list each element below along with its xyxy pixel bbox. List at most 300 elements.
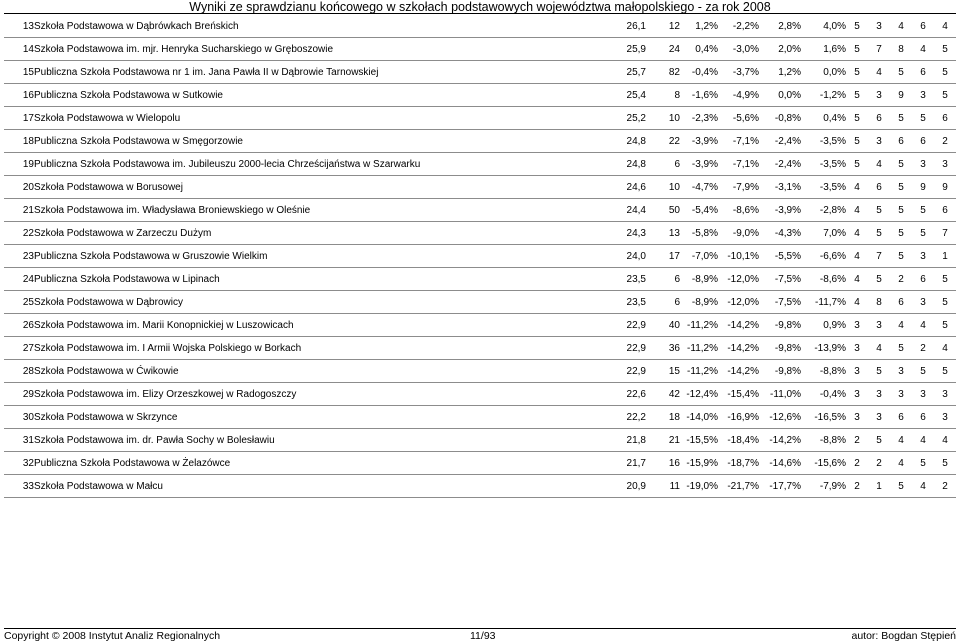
stanine-2-cell: 3	[868, 130, 890, 153]
results-table-body	[4, 15, 956, 498]
diff-3-cell: -7,5%	[759, 268, 801, 291]
stanine-3-cell: 5	[890, 153, 912, 176]
diff-2-cell: -7,1%	[718, 153, 759, 176]
stanine-1-cell: 4	[846, 268, 868, 291]
school-name-cell: Szkoła Podstawowa w Dąbrowicy	[34, 291, 608, 314]
diff-4-cell: -1,2%	[801, 84, 846, 107]
results-table	[4, 15, 956, 498]
score-cell: 24,4	[608, 199, 646, 222]
stanine-4-cell: 9	[912, 176, 934, 199]
stanine-3-cell: 4	[890, 314, 912, 337]
student-count-cell: 6	[646, 291, 680, 314]
diff-4-cell: 7,0%	[801, 222, 846, 245]
stanine-5-cell: 2	[934, 475, 956, 498]
stanine-1-cell: 5	[846, 15, 868, 38]
table-row	[4, 245, 956, 268]
school-name-cell: Szkoła Podstawowa w Skrzynce	[34, 406, 608, 429]
score-cell: 24,0	[608, 245, 646, 268]
stanine-5-cell: 6	[934, 107, 956, 130]
row-number-cell: 29	[4, 383, 34, 406]
school-name-cell: Szkoła Podstawowa w Zarzeczu Dużym	[34, 222, 608, 245]
diff-1-cell: -3,9%	[680, 130, 718, 153]
score-cell: 23,5	[608, 291, 646, 314]
stanine-3-cell: 6	[890, 291, 912, 314]
stanine-2-cell: 8	[868, 291, 890, 314]
diff-3-cell: 2,8%	[759, 15, 801, 38]
stanine-5-cell: 3	[934, 153, 956, 176]
diff-1-cell: -7,0%	[680, 245, 718, 268]
diff-4-cell: -8,8%	[801, 429, 846, 452]
table-row	[4, 268, 956, 291]
page-number: 11/93	[470, 630, 496, 642]
score-cell: 22,9	[608, 360, 646, 383]
diff-3-cell: -0,8%	[759, 107, 801, 130]
stanine-1-cell: 3	[846, 360, 868, 383]
stanine-4-cell: 4	[912, 475, 934, 498]
diff-1-cell: -15,9%	[680, 452, 718, 475]
stanine-3-cell: 8	[890, 38, 912, 61]
diff-4-cell: -11,7%	[801, 291, 846, 314]
table-row	[4, 153, 956, 176]
diff-4-cell: -3,5%	[801, 130, 846, 153]
diff-3-cell: 1,2%	[759, 61, 801, 84]
row-number-cell: 24	[4, 268, 34, 291]
score-cell: 23,5	[608, 268, 646, 291]
row-number-cell: 19	[4, 153, 34, 176]
school-name-cell: Publiczna Szkoła Podstawowa w Smęgorzowie	[34, 130, 608, 153]
stanine-3-cell: 9	[890, 84, 912, 107]
table-row	[4, 291, 956, 314]
score-cell: 20,9	[608, 475, 646, 498]
student-count-cell: 12	[646, 15, 680, 38]
stanine-1-cell: 5	[846, 84, 868, 107]
stanine-2-cell: 7	[868, 38, 890, 61]
diff-3-cell: -9,8%	[759, 360, 801, 383]
stanine-2-cell: 3	[868, 406, 890, 429]
score-cell: 24,8	[608, 130, 646, 153]
student-count-cell: 10	[646, 107, 680, 130]
diff-4-cell: -13,9%	[801, 337, 846, 360]
diff-3-cell: -17,7%	[759, 475, 801, 498]
row-number-cell: 31	[4, 429, 34, 452]
student-count-cell: 11	[646, 475, 680, 498]
stanine-4-cell: 6	[912, 15, 934, 38]
diff-2-cell: -9,0%	[718, 222, 759, 245]
stanine-1-cell: 3	[846, 383, 868, 406]
stanine-3-cell: 4	[890, 452, 912, 475]
table-row	[4, 314, 956, 337]
stanine-4-cell: 6	[912, 406, 934, 429]
diff-4-cell: -8,6%	[801, 268, 846, 291]
diff-3-cell: -2,4%	[759, 153, 801, 176]
stanine-2-cell: 4	[868, 61, 890, 84]
diff-1-cell: -11,2%	[680, 337, 718, 360]
diff-4-cell: -15,6%	[801, 452, 846, 475]
stanine-5-cell: 3	[934, 406, 956, 429]
stanine-5-cell: 5	[934, 291, 956, 314]
diff-1-cell: -12,4%	[680, 383, 718, 406]
header-divider	[4, 13, 956, 14]
diff-2-cell: -18,7%	[718, 452, 759, 475]
stanine-3-cell: 5	[890, 107, 912, 130]
diff-1-cell: 1,2%	[680, 15, 718, 38]
school-name-cell: Szkoła Podstawowa im. Władysława Broniewskiego w Oleśnie	[34, 199, 608, 222]
stanine-4-cell: 4	[912, 38, 934, 61]
diff-1-cell: -15,5%	[680, 429, 718, 452]
student-count-cell: 40	[646, 314, 680, 337]
stanine-3-cell: 6	[890, 406, 912, 429]
stanine-5-cell: 5	[934, 360, 956, 383]
school-name-cell: Szkoła Podstawowa w Wielopolu	[34, 107, 608, 130]
diff-1-cell: 0,4%	[680, 38, 718, 61]
row-number-cell: 25	[4, 291, 34, 314]
diff-2-cell: -2,2%	[718, 15, 759, 38]
stanine-1-cell: 4	[846, 291, 868, 314]
diff-4-cell: 0,0%	[801, 61, 846, 84]
student-count-cell: 16	[646, 452, 680, 475]
stanine-5-cell: 5	[934, 38, 956, 61]
stanine-3-cell: 5	[890, 245, 912, 268]
report-title: Wyniki ze sprawdzianu końcowego w szkołach podstawowych województwa małopolskiego - za rok 2008	[189, 0, 771, 14]
stanine-5-cell: 2	[934, 130, 956, 153]
row-number-cell: 20	[4, 176, 34, 199]
stanine-3-cell: 5	[890, 176, 912, 199]
student-count-cell: 6	[646, 153, 680, 176]
student-count-cell: 6	[646, 268, 680, 291]
diff-2-cell: -8,6%	[718, 199, 759, 222]
diff-1-cell: -8,9%	[680, 291, 718, 314]
table-row	[4, 176, 956, 199]
diff-2-cell: -5,6%	[718, 107, 759, 130]
student-count-cell: 24	[646, 38, 680, 61]
stanine-3-cell: 5	[890, 222, 912, 245]
score-cell: 21,7	[608, 452, 646, 475]
stanine-3-cell: 5	[890, 475, 912, 498]
diff-1-cell: -5,4%	[680, 199, 718, 222]
page-footer	[4, 628, 956, 643]
stanine-3-cell: 2	[890, 268, 912, 291]
stanine-4-cell: 6	[912, 61, 934, 84]
school-name-cell: Szkoła Podstawowa im. dr. Pawła Sochy w Bolesławiu	[34, 429, 608, 452]
stanine-5-cell: 1	[934, 245, 956, 268]
student-count-cell: 13	[646, 222, 680, 245]
diff-4-cell: -0,4%	[801, 383, 846, 406]
school-name-cell: Szkoła Podstawowa w Małcu	[34, 475, 608, 498]
diff-2-cell: -12,0%	[718, 268, 759, 291]
diff-3-cell: -12,6%	[759, 406, 801, 429]
stanine-3-cell: 4	[890, 15, 912, 38]
stanine-1-cell: 2	[846, 452, 868, 475]
student-count-cell: 15	[646, 360, 680, 383]
diff-2-cell: -7,9%	[718, 176, 759, 199]
stanine-4-cell: 5	[912, 107, 934, 130]
diff-1-cell: -4,7%	[680, 176, 718, 199]
table-row	[4, 15, 956, 38]
student-count-cell: 17	[646, 245, 680, 268]
stanine-2-cell: 4	[868, 153, 890, 176]
school-name-cell: Szkoła Podstawowa im. Elizy Orzeszkowej w Radogoszczy	[34, 383, 608, 406]
stanine-2-cell: 7	[868, 245, 890, 268]
table-row	[4, 84, 956, 107]
school-name-cell: Szkoła Podstawowa w Borusowej	[34, 176, 608, 199]
diff-1-cell: -11,2%	[680, 360, 718, 383]
school-name-cell: Publiczna Szkoła Podstawowa w Gruszowie Wielkim	[34, 245, 608, 268]
diff-2-cell: -3,7%	[718, 61, 759, 84]
diff-1-cell: -14,0%	[680, 406, 718, 429]
diff-4-cell: -6,6%	[801, 245, 846, 268]
diff-1-cell: -19,0%	[680, 475, 718, 498]
stanine-5-cell: 4	[934, 15, 956, 38]
diff-2-cell: -16,9%	[718, 406, 759, 429]
stanine-1-cell: 5	[846, 130, 868, 153]
stanine-1-cell: 5	[846, 153, 868, 176]
diff-3-cell: -5,5%	[759, 245, 801, 268]
stanine-4-cell: 5	[912, 222, 934, 245]
score-cell: 25,2	[608, 107, 646, 130]
table-row	[4, 337, 956, 360]
table-row	[4, 61, 956, 84]
stanine-4-cell: 6	[912, 130, 934, 153]
stanine-4-cell: 3	[912, 291, 934, 314]
diff-3-cell: -9,8%	[759, 337, 801, 360]
table-row	[4, 452, 956, 475]
stanine-2-cell: 5	[868, 199, 890, 222]
row-number-cell: 23	[4, 245, 34, 268]
stanine-2-cell: 6	[868, 176, 890, 199]
diff-3-cell: 0,0%	[759, 84, 801, 107]
diff-3-cell: -4,3%	[759, 222, 801, 245]
diff-4-cell: -8,8%	[801, 360, 846, 383]
stanine-1-cell: 5	[846, 61, 868, 84]
row-number-cell: 32	[4, 452, 34, 475]
student-count-cell: 8	[646, 84, 680, 107]
stanine-2-cell: 1	[868, 475, 890, 498]
stanine-4-cell: 3	[912, 383, 934, 406]
row-number-cell: 17	[4, 107, 34, 130]
score-cell: 26,1	[608, 15, 646, 38]
stanine-4-cell: 3	[912, 153, 934, 176]
stanine-2-cell: 5	[868, 360, 890, 383]
stanine-1-cell: 3	[846, 337, 868, 360]
school-name-cell: Publiczna Szkoła Podstawowa nr 1 im. Jana Pawła II w Dąbrowie Tarnowskiej	[34, 61, 608, 84]
stanine-5-cell: 5	[934, 84, 956, 107]
student-count-cell: 82	[646, 61, 680, 84]
diff-1-cell: -3,9%	[680, 153, 718, 176]
stanine-5-cell: 9	[934, 176, 956, 199]
stanine-4-cell: 6	[912, 268, 934, 291]
table-row	[4, 406, 956, 429]
table-row	[4, 360, 956, 383]
student-count-cell: 18	[646, 406, 680, 429]
diff-3-cell: -9,8%	[759, 314, 801, 337]
diff-4-cell: 1,6%	[801, 38, 846, 61]
table-row	[4, 199, 956, 222]
score-cell: 22,9	[608, 337, 646, 360]
stanine-5-cell: 7	[934, 222, 956, 245]
score-cell: 21,8	[608, 429, 646, 452]
stanine-1-cell: 2	[846, 429, 868, 452]
stanine-1-cell: 5	[846, 38, 868, 61]
diff-4-cell: 0,9%	[801, 314, 846, 337]
diff-1-cell: -0,4%	[680, 61, 718, 84]
diff-2-cell: -14,2%	[718, 314, 759, 337]
stanine-4-cell: 3	[912, 84, 934, 107]
stanine-1-cell: 3	[846, 406, 868, 429]
row-number-cell: 14	[4, 38, 34, 61]
diff-2-cell: -10,1%	[718, 245, 759, 268]
stanine-5-cell: 6	[934, 199, 956, 222]
diff-4-cell: -7,9%	[801, 475, 846, 498]
diff-3-cell: -7,5%	[759, 291, 801, 314]
stanine-3-cell: 3	[890, 383, 912, 406]
student-count-cell: 22	[646, 130, 680, 153]
school-name-cell: Szkoła Podstawowa im. mjr. Henryka Sucharskiego w Gręboszowie	[34, 38, 608, 61]
stanine-2-cell: 5	[868, 222, 890, 245]
stanine-1-cell: 3	[846, 314, 868, 337]
school-name-cell: Publiczna Szkoła Podstawowa w Lipinach	[34, 268, 608, 291]
diff-4-cell: -2,8%	[801, 199, 846, 222]
diff-3-cell: -2,4%	[759, 130, 801, 153]
school-name-cell: Szkoła Podstawowa im. I Armii Wojska Polskiego w Borkach	[34, 337, 608, 360]
stanine-5-cell: 3	[934, 383, 956, 406]
score-cell: 25,7	[608, 61, 646, 84]
school-name-cell: Publiczna Szkoła Podstawowa w Sutkowie	[34, 84, 608, 107]
student-count-cell: 10	[646, 176, 680, 199]
row-number-cell: 21	[4, 199, 34, 222]
stanine-2-cell: 3	[868, 84, 890, 107]
diff-2-cell: -7,1%	[718, 130, 759, 153]
diff-2-cell: -12,0%	[718, 291, 759, 314]
row-number-cell: 27	[4, 337, 34, 360]
stanine-5-cell: 5	[934, 61, 956, 84]
stanine-4-cell: 2	[912, 337, 934, 360]
diff-2-cell: -4,9%	[718, 84, 759, 107]
school-name-cell: Szkoła Podstawowa im. Marii Konopnickiej w Luszowicach	[34, 314, 608, 337]
school-name-cell: Publiczna Szkoła Podstawowa w Żelazówce	[34, 452, 608, 475]
stanine-1-cell: 4	[846, 199, 868, 222]
stanine-3-cell: 5	[890, 199, 912, 222]
diff-3-cell: 2,0%	[759, 38, 801, 61]
diff-1-cell: -1,6%	[680, 84, 718, 107]
stanine-2-cell: 3	[868, 314, 890, 337]
stanine-4-cell: 5	[912, 452, 934, 475]
stanine-4-cell: 5	[912, 360, 934, 383]
stanine-2-cell: 6	[868, 107, 890, 130]
stanine-3-cell: 6	[890, 130, 912, 153]
row-number-cell: 28	[4, 360, 34, 383]
stanine-5-cell: 4	[934, 429, 956, 452]
row-number-cell: 26	[4, 314, 34, 337]
student-count-cell: 36	[646, 337, 680, 360]
stanine-1-cell: 4	[846, 245, 868, 268]
stanine-2-cell: 2	[868, 452, 890, 475]
diff-2-cell: -21,7%	[718, 475, 759, 498]
diff-3-cell: -14,2%	[759, 429, 801, 452]
diff-3-cell: -11,0%	[759, 383, 801, 406]
row-number-cell: 16	[4, 84, 34, 107]
diff-3-cell: -3,9%	[759, 199, 801, 222]
table-row	[4, 475, 956, 498]
diff-2-cell: -14,2%	[718, 360, 759, 383]
stanine-3-cell: 4	[890, 429, 912, 452]
page-header	[0, 0, 960, 14]
stanine-5-cell: 5	[934, 452, 956, 475]
row-number-cell: 13	[4, 15, 34, 38]
score-cell: 24,8	[608, 153, 646, 176]
diff-2-cell: -15,4%	[718, 383, 759, 406]
copyright-text: Copyright © 2008 Instytut Analiz Regionalnych	[4, 630, 221, 642]
score-cell: 22,9	[608, 314, 646, 337]
diff-2-cell: -18,4%	[718, 429, 759, 452]
stanine-4-cell: 4	[912, 429, 934, 452]
row-number-cell: 22	[4, 222, 34, 245]
table-row	[4, 429, 956, 452]
score-cell: 25,4	[608, 84, 646, 107]
stanine-5-cell: 4	[934, 337, 956, 360]
stanine-3-cell: 5	[890, 61, 912, 84]
stanine-1-cell: 4	[846, 222, 868, 245]
stanine-2-cell: 3	[868, 383, 890, 406]
table-row	[4, 38, 956, 61]
score-cell: 22,6	[608, 383, 646, 406]
score-cell: 24,6	[608, 176, 646, 199]
stanine-2-cell: 4	[868, 337, 890, 360]
school-name-cell: Publiczna Szkoła Podstawowa im. Jubileuszu 2000-lecia Chrześcijaństwa w Szarwarku	[34, 153, 608, 176]
score-cell: 25,9	[608, 38, 646, 61]
stanine-2-cell: 3	[868, 15, 890, 38]
stanine-5-cell: 5	[934, 314, 956, 337]
row-number-cell: 18	[4, 130, 34, 153]
diff-1-cell: -8,9%	[680, 268, 718, 291]
table-row	[4, 383, 956, 406]
stanine-3-cell: 5	[890, 337, 912, 360]
student-count-cell: 42	[646, 383, 680, 406]
diff-4-cell: -3,5%	[801, 176, 846, 199]
school-name-cell: Szkoła Podstawowa w Dąbrówkach Breńskich	[34, 15, 608, 38]
stanine-1-cell: 4	[846, 176, 868, 199]
stanine-3-cell: 3	[890, 360, 912, 383]
table-row	[4, 107, 956, 130]
diff-4-cell: 4,0%	[801, 15, 846, 38]
diff-4-cell: 0,4%	[801, 107, 846, 130]
row-number-cell: 33	[4, 475, 34, 498]
stanine-4-cell: 4	[912, 314, 934, 337]
school-name-cell: Szkoła Podstawowa w Ćwikowie	[34, 360, 608, 383]
author-text: autor: Bogdan Stępień	[851, 630, 956, 642]
stanine-5-cell: 5	[934, 268, 956, 291]
stanine-1-cell: 5	[846, 107, 868, 130]
stanine-2-cell: 5	[868, 268, 890, 291]
diff-3-cell: -14,6%	[759, 452, 801, 475]
diff-3-cell: -3,1%	[759, 176, 801, 199]
diff-2-cell: -14,2%	[718, 337, 759, 360]
diff-4-cell: -16,5%	[801, 406, 846, 429]
row-number-cell: 15	[4, 61, 34, 84]
score-cell: 24,3	[608, 222, 646, 245]
student-count-cell: 50	[646, 199, 680, 222]
diff-1-cell: -2,3%	[680, 107, 718, 130]
student-count-cell: 21	[646, 429, 680, 452]
table-row	[4, 130, 956, 153]
stanine-4-cell: 5	[912, 199, 934, 222]
score-cell: 22,2	[608, 406, 646, 429]
diff-2-cell: -3,0%	[718, 38, 759, 61]
stanine-1-cell: 2	[846, 475, 868, 498]
diff-4-cell: -3,5%	[801, 153, 846, 176]
diff-1-cell: -5,8%	[680, 222, 718, 245]
row-number-cell: 30	[4, 406, 34, 429]
stanine-2-cell: 5	[868, 429, 890, 452]
